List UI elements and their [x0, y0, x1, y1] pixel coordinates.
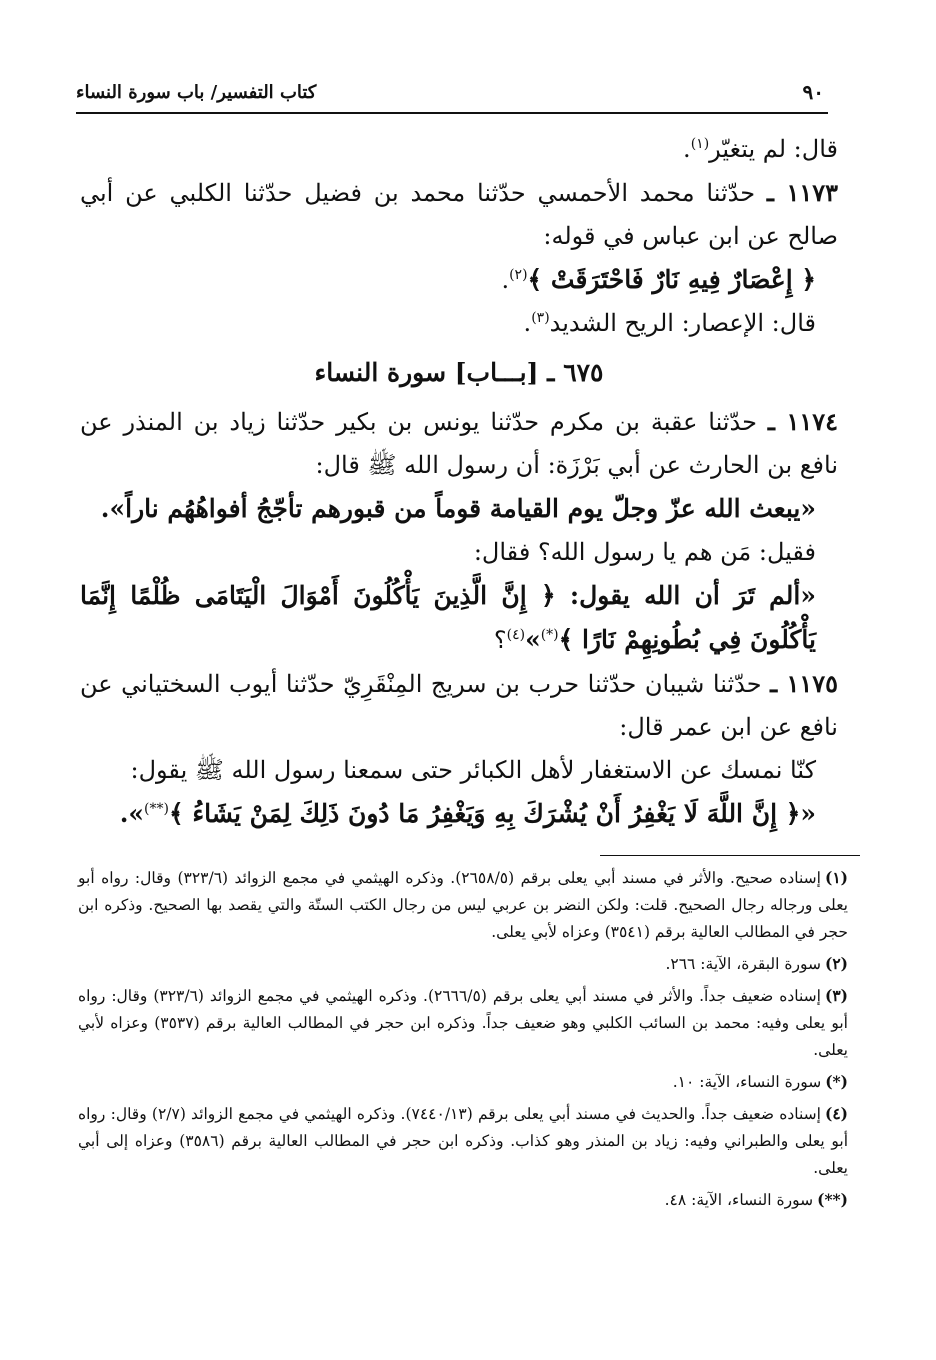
footnote-mark: (٢)	[824, 954, 848, 973]
footnote-text: سورة النساء، الآية: ١٠.	[672, 1073, 822, 1091]
hadith-1174-answer	[80, 574, 838, 662]
paragraph-2-text: قال: الإعصار: الريح الشديد	[549, 309, 816, 337]
footnote-ref: (٤)	[506, 627, 526, 643]
paragraph-1: قال: لم يتغيّر$^{(١)}$.	[683, 135, 838, 163]
footnote-text: سورة النساء، الآية: ٤٨.	[664, 1191, 814, 1209]
footnote	[78, 982, 848, 1064]
hadith-1174	[80, 400, 838, 487]
footnote	[78, 1100, 848, 1182]
chapter-heading: ٦٧٥ ـ [بـــاب] سورة النساء	[314, 358, 604, 387]
page-header	[76, 72, 828, 114]
hadith-quote: «يبعث الله عزّ وجلّ يوم القيامة قوماً من قبورهم تأجّجُ أفواهُهُم ناراً».	[100, 494, 816, 523]
hadith-quote: «﴿ إِنَّ اللَّهَ لَا يَغْفِرُ أَنْ يُشْرَكَ بِهِ وَيَغْفِرُ مَا دُونَ ذَلِكَ لِمَنْ يَشَاءُ ﴾	[168, 799, 816, 828]
paragraph-3: فقيل: مَن هم يا رسول الله؟ فقال:	[473, 538, 816, 566]
footnote	[78, 950, 848, 978]
footnote-text: إسناده ضعيف جداً. والأثر في مسند أبي يعلى برقم (٢٦٦٦/٥). وذكره الهيثمي في مجمع الزوائد (٣٢٣/٦) وقال: رواه أبو يعلى وفيه: محمد بن السائب الكلبي وهو ضعيف جداً. وذكره ابن حجر في المطالب العالية برقم (٣٥٣٧) وعزاه لأبي يعلى.	[78, 987, 848, 1059]
hadith-1175-chain: حدّثنا شيبان حدّثنا حرب بن سريج المِنْقَرِيّ حدّثنا أيوب السختياني عن نافع عن ابن عمر قال:	[80, 670, 838, 741]
question-mark: ؟	[493, 626, 507, 654]
hadith-1175	[80, 662, 838, 749]
footnote-ref: (٢)	[509, 267, 528, 283]
hadith-number: ١١٧٥ ـ	[770, 669, 838, 698]
page-number: ٩٠	[802, 80, 824, 104]
paragraph-4: كنّا نمسك عن الاستغفار لأهل الكبائر حتى سمعنا رسول الله ﷺ يقول:	[130, 756, 816, 784]
running-title: كتاب التفسير/ باب سورة النساء	[76, 82, 317, 103]
hadith-1174-matn	[80, 487, 838, 531]
footnote	[78, 1068, 848, 1096]
footnote-separator	[600, 855, 860, 856]
footnote-text: سورة البقرة، الآية: ٢٦٦.	[665, 955, 821, 973]
hadith-number: ١١٧٤ ـ	[767, 407, 838, 436]
hadith-1173	[80, 171, 838, 258]
hadith-1175-matn	[80, 792, 838, 836]
hadith-quote: «ألم تَرَ أن الله يقول: ﴿ إِنَّ الَّذِينَ يَأْكُلُونَ أَمْوَالَ الْيَتَامَى ظُلْمًا إِنَّمَا يَأْكُلُونَ فِي بُطُونِهِمْ نَارًا ﴾	[80, 581, 816, 654]
quote-close: ».	[119, 799, 145, 828]
footnote	[78, 864, 848, 946]
quran-verse-text: ﴿ إِعْصَارٌ فِيهِ نَارٌ فَاحْتَرَقَتْ ﴾	[527, 265, 816, 294]
footnote-text: إسناده صحيح. والأثر في مسند أبي يعلى برقم (٢٦٥٨/٥). وذكره الهيثمي في مجمع الزوائد (٣٢٣/٦) وقال: رواه أبو يعلى ورجاله رجال الصحيح. قلت: ولكن النضر بن عربي ليس من رجال الكتب الستّة والتي يقصد بها الصحيح. وذكره ابن حجر في المطالب العالية برقم (٣٥٤١) وعزاه لأبي يعلى.	[78, 869, 848, 941]
hadith-1174-chain: حدّثنا عقبة بن مكرم حدّثنا يونس بن بكير حدّثنا زياد بن المنذر عن نافع بن الحارث عن أبي بَرْزَة: أن رسول الله ﷺ قال:	[80, 408, 838, 479]
footnote-mark: (*)	[825, 1072, 848, 1091]
footnote-mark: (١)	[824, 868, 848, 887]
hadith-1173-chain: حدّثنا محمد الأحمسي حدّثنا محمد بن فضيل حدّثنا الكلبي عن أبي صالح عن ابن عباس في قوله:	[80, 179, 838, 250]
main-text	[80, 128, 838, 836]
quran-verse-1: ﴿ إِعْصَارٌ فِيهِ نَارٌ فَاحْتَرَقَتْ ﴾$^{(٢)}$.	[501, 265, 816, 294]
footnote-ref: (١)	[690, 136, 710, 152]
footnote-text: إسناده ضعيف جداً. والحديث في مسند أبي يعلى برقم (٧٤٤٠/١٣). وذكره الهيثمي في مجمع الزوائد (٢/٧) وقال: رواه أبو يعلى والطبراني وفيه: زياد بن المنذر وهو كذاب. وذكره ابن حجر في المطالب العالية برقم (٣٥٨٦) وعزاه إلى أبي يعلى.	[78, 1105, 848, 1177]
footnote-ref: (*)	[540, 627, 559, 643]
paragraph-2: قال: الإعصار: الريح الشديد$^{(٣)}$.	[523, 309, 816, 337]
paragraph-1-text: قال: لم يتغيّر	[709, 135, 838, 163]
footnote-mark: (٣)	[824, 986, 848, 1005]
hadith-number: ١١٧٣ ـ	[766, 178, 838, 207]
quote-close: »	[525, 625, 541, 654]
footnotes	[78, 864, 848, 1218]
footnote-mark: (٤)	[824, 1104, 848, 1123]
footnote-ref: (**)	[144, 801, 169, 817]
footnote	[78, 1186, 848, 1214]
footnote-ref: (٣)	[531, 310, 550, 326]
footnote-mark: (**)	[817, 1190, 848, 1209]
